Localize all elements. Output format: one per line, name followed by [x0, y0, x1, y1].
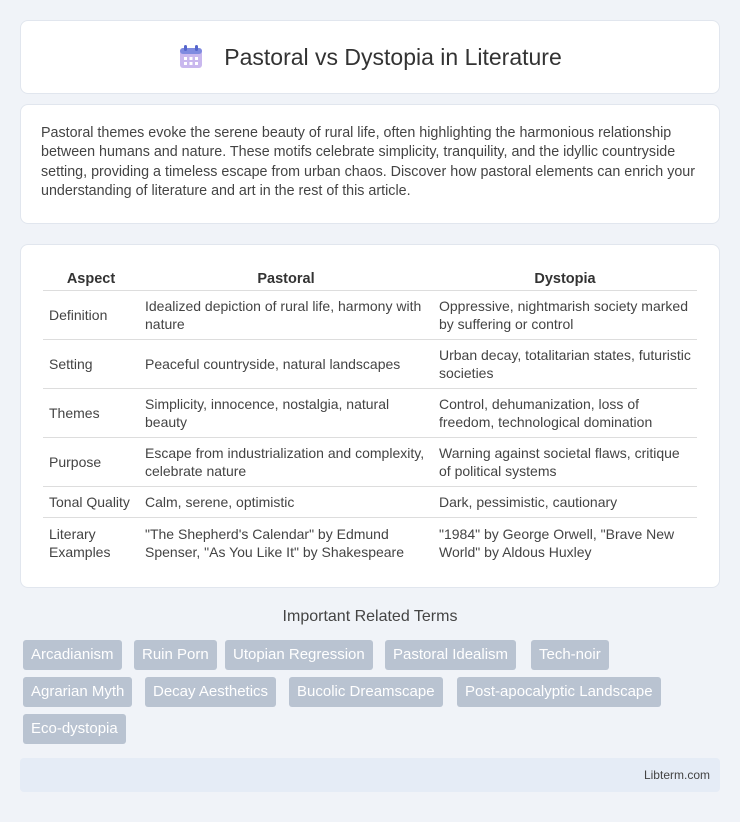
tag-pastoral-idealism[interactable]: Pastoral Idealism — [385, 640, 516, 670]
cell-pastoral: Peaceful countryside, natural landscapes — [139, 340, 433, 389]
table-row — [43, 487, 697, 518]
cell-pastoral: "The Shepherd's Calendar" by Edmund Spenser, "As You Like It" by Shakespeare — [145, 525, 404, 560]
cell-dystopia: Warning against societal flaws, critique of political systems — [433, 438, 697, 487]
tag-agrarian-myth[interactable]: Agrarian Myth — [23, 677, 132, 707]
calendar-icon — [178, 44, 204, 70]
header-pastoral: Pastoral — [139, 265, 433, 291]
tag-post-apocalyptic-landscape[interactable]: Post-apocalyptic Landscape — [457, 677, 661, 707]
cell-aspect: Definition — [43, 291, 139, 340]
table-row — [43, 291, 697, 340]
header-dystopia: Dystopia — [433, 265, 697, 291]
cell-dystopia: Dark, pessimistic, cautionary — [433, 487, 697, 518]
table-header-row — [43, 265, 697, 291]
tag-eco-dystopia[interactable]: Eco-dystopia — [23, 714, 126, 744]
cell-dystopia: Urban decay, totalitarian states, futuristic societies — [433, 340, 697, 389]
related-terms-title: Important Related Terms — [282, 608, 458, 625]
header-aspect: Aspect — [43, 265, 139, 291]
tag-arcadianism[interactable]: Arcadianism — [23, 640, 122, 670]
tag-tech-noir[interactable]: Tech-noir — [531, 640, 609, 670]
cell-aspect: Themes — [43, 389, 139, 438]
intro-card — [20, 104, 720, 224]
table-row — [43, 518, 697, 567]
footer-link[interactable]: Libterm.com — [643, 768, 710, 782]
cell-pastoral: Idealized depiction of rural life, harmony with nature — [139, 291, 433, 340]
cell-pastoral: Escape from industrialization and complexity, celebrate nature — [139, 438, 433, 487]
comparison-table-card — [20, 244, 720, 588]
table-row — [43, 438, 697, 487]
tag-ruin-porn[interactable]: Ruin Porn — [134, 640, 217, 670]
cell-dystopia: Control, dehumanization, loss of freedom, technological domination — [433, 389, 697, 438]
cell-dystopia: "1984" by George Orwell, "Brave New World" by Aldous Huxley — [439, 525, 675, 560]
table-row — [43, 389, 697, 438]
header-card — [20, 20, 720, 94]
cell-dystopia: Oppressive, nightmarish society marked by suffering or control — [433, 291, 697, 340]
tag-decay-aesthetics[interactable]: Decay Aesthetics — [145, 677, 276, 707]
tag-utopian-regression[interactable]: Utopian Regression — [225, 640, 373, 670]
cell-pastoral: Calm, serene, optimistic — [139, 487, 433, 518]
table-row — [43, 340, 697, 389]
footer — [20, 758, 720, 792]
page-title: Pastoral vs Dystopia in Literature — [224, 43, 562, 70]
cell-aspect: Setting — [43, 340, 139, 389]
comparison-table — [43, 265, 697, 567]
cell-aspect: Literary Examples — [49, 525, 111, 560]
tag-bucolic-dreamscape[interactable]: Bucolic Dreamscape — [289, 677, 443, 707]
cell-pastoral: Simplicity, innocence, nostalgia, natural beauty — [139, 389, 433, 438]
intro-text: Pastoral themes evoke the serene beauty of rural life, often highlighting the harmonious relationship between humans and nature. These motifs celebrate simplicity, tranquility, and the idyllic countryside setting, providing a timeless escape from urban chaos. Discover how pastoral elements can enrich your understanding of literature and art in the rest of this article. — [41, 125, 696, 199]
cell-aspect: Tonal Quality — [43, 487, 139, 518]
cell-aspect: Purpose — [43, 438, 139, 487]
